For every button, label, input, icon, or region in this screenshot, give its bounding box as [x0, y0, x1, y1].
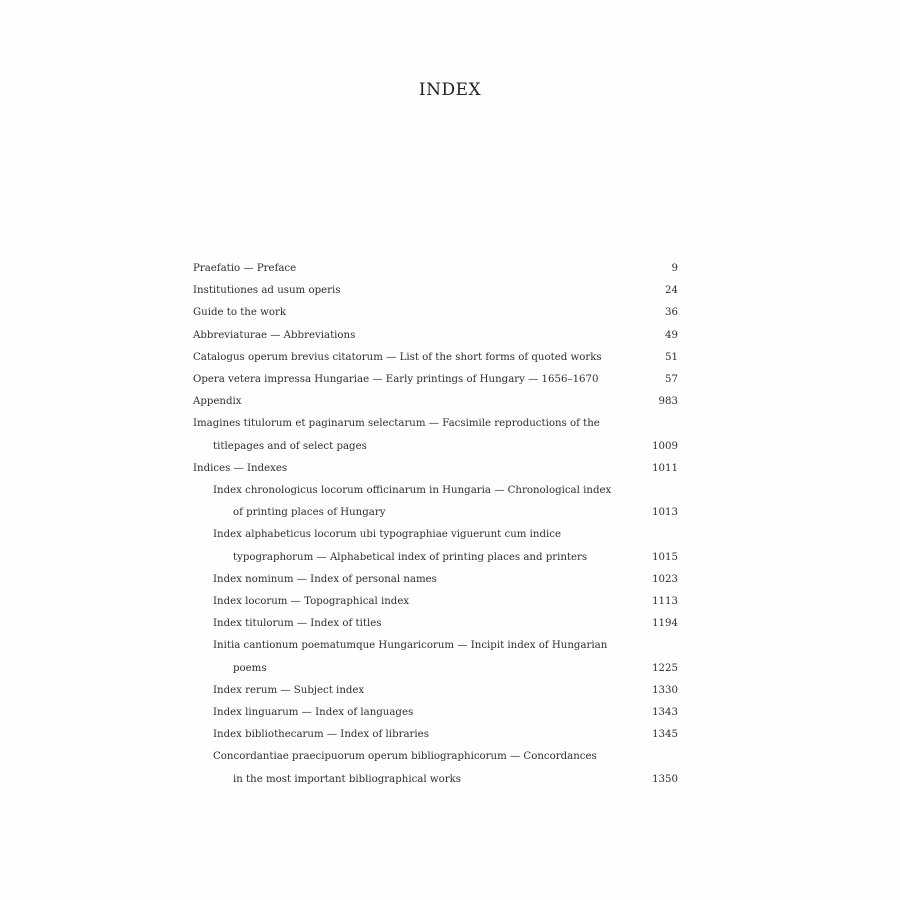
- toc-entry-text: Institutiones ad usum operis: [193, 285, 341, 297]
- toc-entry-line: [193, 746, 678, 768]
- toc-page-number: 24: [665, 285, 678, 297]
- toc-entry-line: [193, 458, 678, 480]
- toc-entry-text: Initia cantionum poematumque Hungaricorum — Incipit index of Hungarian: [213, 640, 608, 652]
- toc-entry-line: [193, 391, 678, 413]
- toc-entry: [193, 280, 678, 302]
- toc-entry-text: Catalogus operum brevius citatorum — List of the short forms of quoted works: [193, 351, 602, 363]
- toc-page-number: 1023: [652, 573, 678, 585]
- toc-entry-line: [193, 325, 678, 347]
- toc-entry: [193, 680, 678, 702]
- toc-entry-line: [193, 369, 678, 391]
- toc-entry-text: Index nominum — Index of personal names: [213, 573, 437, 585]
- toc-entry-text: poems: [233, 662, 267, 674]
- table-of-contents: [193, 258, 678, 791]
- toc-entry-line: [193, 280, 678, 302]
- toc-entry-line: [193, 613, 678, 635]
- toc-entry-line: [193, 502, 678, 524]
- toc-entry: [193, 724, 678, 746]
- toc-entry-line: [193, 302, 678, 324]
- toc-entry: [193, 702, 678, 724]
- toc-entry-text: Abbreviaturae — Abbreviations: [193, 329, 356, 341]
- toc-page-number: 1015: [652, 551, 678, 563]
- toc-entry: [193, 369, 678, 391]
- toc-page-number: 1011: [652, 462, 678, 474]
- toc-entry-line: [193, 658, 678, 680]
- toc-entry-text: Index alphabeticus locorum ubi typographiae viguerunt cum indice: [213, 529, 561, 541]
- toc-entry-line: [193, 524, 678, 546]
- toc-entry: [193, 524, 678, 568]
- toc-entry: [193, 746, 678, 790]
- toc-entry: [193, 635, 678, 679]
- toc-entry: [193, 480, 678, 524]
- toc-page-number: 9: [671, 263, 678, 274]
- toc-entry: [193, 302, 678, 324]
- toc-entry-line: [193, 347, 678, 369]
- toc-entry-line: [193, 547, 678, 569]
- toc-page-number: 1350: [652, 773, 678, 785]
- page-title: INDEX: [418, 80, 482, 100]
- toc-entry: [193, 413, 678, 457]
- toc-entry: [193, 569, 678, 591]
- toc-entry-text: Index linguarum — Index of languages: [213, 707, 414, 719]
- toc-entry-line: [193, 635, 678, 657]
- toc-page-number: 1194: [652, 618, 678, 630]
- toc-entry-text: Praefatio — Preface: [193, 263, 297, 274]
- toc-page-number: 36: [665, 307, 678, 319]
- toc-entry-line: [193, 413, 678, 435]
- toc-entry-text: of printing places of Hungary: [233, 507, 386, 519]
- toc-entry-text: typographorum — Alphabetical index of printing places and printers: [233, 551, 588, 563]
- toc-page-number: 1345: [652, 729, 678, 741]
- toc-entry-text: Imagines titulorum et paginarum selectarum — Facsimile reproductions of the: [193, 418, 600, 430]
- toc-entry: [193, 325, 678, 347]
- toc-page-number: 1343: [652, 707, 678, 719]
- toc-page-number: 1225: [652, 662, 678, 674]
- toc-entry-text: Index bibliothecarum — Index of libraries: [213, 729, 429, 741]
- toc-page-number: 49: [665, 329, 678, 341]
- toc-entry-line: [193, 480, 678, 502]
- toc-entry-line: [193, 680, 678, 702]
- toc-page-number: 1113: [652, 596, 678, 608]
- toc-entry-text: Index rerum — Subject index: [213, 684, 365, 696]
- toc-entry: [193, 458, 678, 480]
- toc-entry-text: Guide to the work: [193, 307, 287, 319]
- toc-entry-text: Appendix: [193, 396, 242, 408]
- toc-page-number: 57: [665, 374, 678, 386]
- toc-entry-line: [193, 258, 678, 280]
- toc-entry-text: Index locorum — Topographical index: [213, 596, 410, 608]
- toc-entry: [193, 347, 678, 369]
- toc-page-number: 983: [658, 396, 678, 408]
- toc-page-number: 1009: [652, 440, 678, 452]
- toc-page-number: 1330: [652, 684, 678, 696]
- toc-entry-text: titlepages and of select pages: [213, 440, 367, 452]
- toc-entry-text: in the most important bibliographical works: [233, 773, 461, 785]
- toc-entry-text: Indices — Indexes: [193, 462, 288, 474]
- toc-entry-text: Concordantiae praecipuorum operum bibliographicorum — Concordances: [213, 751, 597, 763]
- toc-entry-line: [193, 591, 678, 613]
- toc-entry-line: [193, 724, 678, 746]
- toc-entry-line: [193, 702, 678, 724]
- toc-entry: [193, 391, 678, 413]
- toc-entry: [193, 613, 678, 635]
- toc-entry-text: Opera vetera impressa Hungariae — Early printings of Hungary — 1656–1670: [193, 374, 599, 386]
- toc-entry: [193, 258, 678, 280]
- toc-entry: [193, 591, 678, 613]
- toc-entry-text: Index chronologicus locorum officinarum in Hungaria — Chronological index: [213, 485, 612, 497]
- toc-entry-line: [193, 769, 678, 791]
- toc-page-number: 1013: [652, 507, 678, 519]
- toc-entry-line: [193, 436, 678, 458]
- toc-entry-text: Index titulorum — Index of titles: [213, 618, 382, 630]
- toc-page-number: 51: [665, 351, 678, 363]
- toc-entry-line: [193, 569, 678, 591]
